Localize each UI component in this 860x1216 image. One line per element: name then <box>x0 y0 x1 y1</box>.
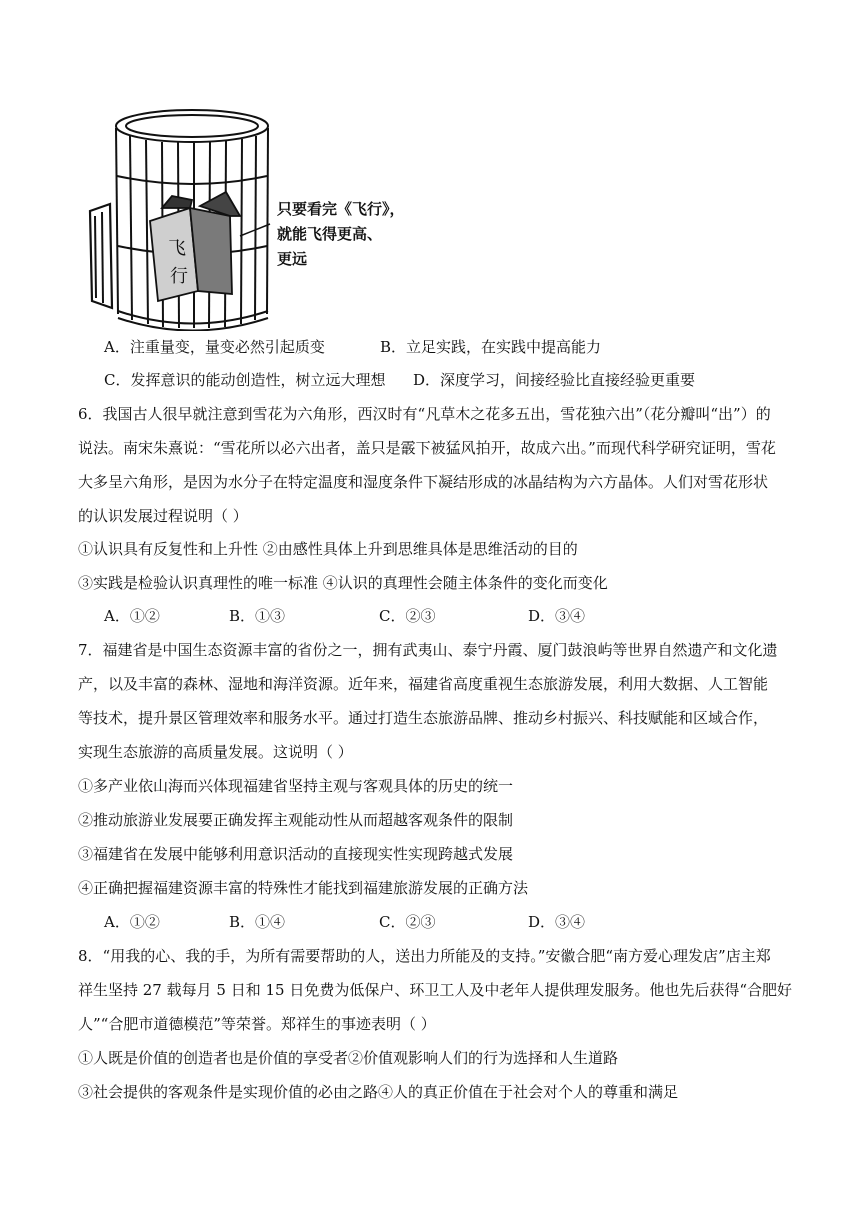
caption-line-3: 更远 <box>277 250 308 268</box>
q8-stem-line-3: 人”“合肥市道德模范”等荣誉。郑祥生的事迹表明（ ） <box>78 1015 436 1033</box>
q7-stem-line-4: 实现生态旅游的高质量发展。这说明（ ） <box>78 743 353 761</box>
caption-line-1: 只要看完《飞行》， <box>277 200 405 218</box>
q7-statement-line-4: ④正确把握福建资源丰富的特殊性才能找到福建旅游发展的正确方法 <box>78 879 529 897</box>
q6-stem-line-2: 说法。南宋朱熹说：“雪花所以必六出者，盖只是霰下被猛风拍开，故成六出。”而现代科学研究证明，雪花 <box>78 439 776 457</box>
q7-option-b[interactable]: B．①④ <box>229 913 286 931</box>
q7-statement-line-1: ①多产业依山海而兴体现福建省坚持主观与客观具体的历史的统一 <box>78 777 514 795</box>
q6-option-d[interactable]: D．③④ <box>528 607 586 625</box>
q6-stem-line-3: 大多呈六角形，是因为水分子在特定温度和湿度条件下凝结形成的冰晶结构为六方晶体。人们对雪花形状 <box>78 473 769 491</box>
book-title-char-2: 行 <box>170 266 188 287</box>
q7-option-d[interactable]: D．③④ <box>528 913 586 931</box>
q7-stem-line-3: 等技术，提升景区管理效率和服务水平。通过打造生态旅游品牌、推动乡村振兴、科技赋能和区域合作， <box>78 709 769 727</box>
q6-statement-line-1: ①认识具有反复性和上升性 ②由感性具体上升到思维具体是思维活动的目的 <box>78 540 578 558</box>
q7-stem-line-1: 7．福建省是中国生态资源丰富的省份之一，拥有武夷山、泰宁丹霞、厦门鼓浪屿等世界自然遗产和文化遗 <box>78 641 778 659</box>
q8-stem-line-2: 祥生坚持 27 载每月 5 日和 15 日免费为低保户、环卫工人及中老年人提供理发服务。他也先后获得“合肥好 <box>78 981 792 999</box>
q7-statement-line-2: ②推动旅游业发展要正确发挥主观能动性从而超越客观条件的限制 <box>78 811 514 829</box>
caption-line-2: 就能飞得更高、 <box>277 225 383 243</box>
q6-stem-line-4: 的认识发展过程说明（ ） <box>78 507 248 525</box>
q5-option-a[interactable]: A．注重量变，量变必然引起质变 <box>104 338 325 356</box>
q6-stem-line-1: 6．我国古人很早就注意到雪花为六角形，西汉时有“凡草木之花多五出，雪花独六出”（花分瓣叫“出”）的 <box>78 405 771 423</box>
q6-statement-line-2: ③实践是检验认识真理性的唯一标准 ④认识的真理性会随主体条件的变化而变化 <box>78 574 608 592</box>
q7-option-a[interactable]: A．①② <box>104 913 160 931</box>
q6-option-a[interactable]: A．①② <box>104 607 160 625</box>
q8-stem-line-1: 8．“用我的心、我的手，为所有需要帮助的人，送出力所能及的支持。”安徽合肥“南方爱心理发店”店主郑 <box>78 947 771 965</box>
q6-option-b[interactable]: B．①③ <box>229 607 286 625</box>
q7-stem-line-2: 产，以及丰富的森林、湿地和海洋资源。近年来，福建省高度重视生态旅游发展，利用大数据、人工智能 <box>78 675 769 693</box>
q6-option-c[interactable]: C．②③ <box>379 607 436 625</box>
q5-option-c[interactable]: C．发挥意识的能动创造性，树立远大理想 <box>104 371 386 389</box>
cartoon-caption <box>277 197 422 272</box>
book-title-char-1: 飞 <box>168 238 186 259</box>
q5-option-d[interactable]: D．深度学习，间接经验比直接经验更重要 <box>413 371 696 389</box>
q5-option-b[interactable]: B．立足实践，在实践中提高能力 <box>380 338 602 356</box>
q8-statement-line-1: ①人既是价值的创造者也是价值的享受者②价值观影响人们的行为选择和人生道路 <box>78 1049 619 1067</box>
q7-option-c[interactable]: C．②③ <box>379 913 436 931</box>
q7-statement-line-3: ③福建省在发展中能够利用意识活动的直接现实性实现跨越式发展 <box>78 845 514 863</box>
q8-statement-line-2: ③社会提供的客观条件是实现价值的必由之路④人的真正价值在于社会对个人的尊重和满足 <box>78 1083 679 1101</box>
